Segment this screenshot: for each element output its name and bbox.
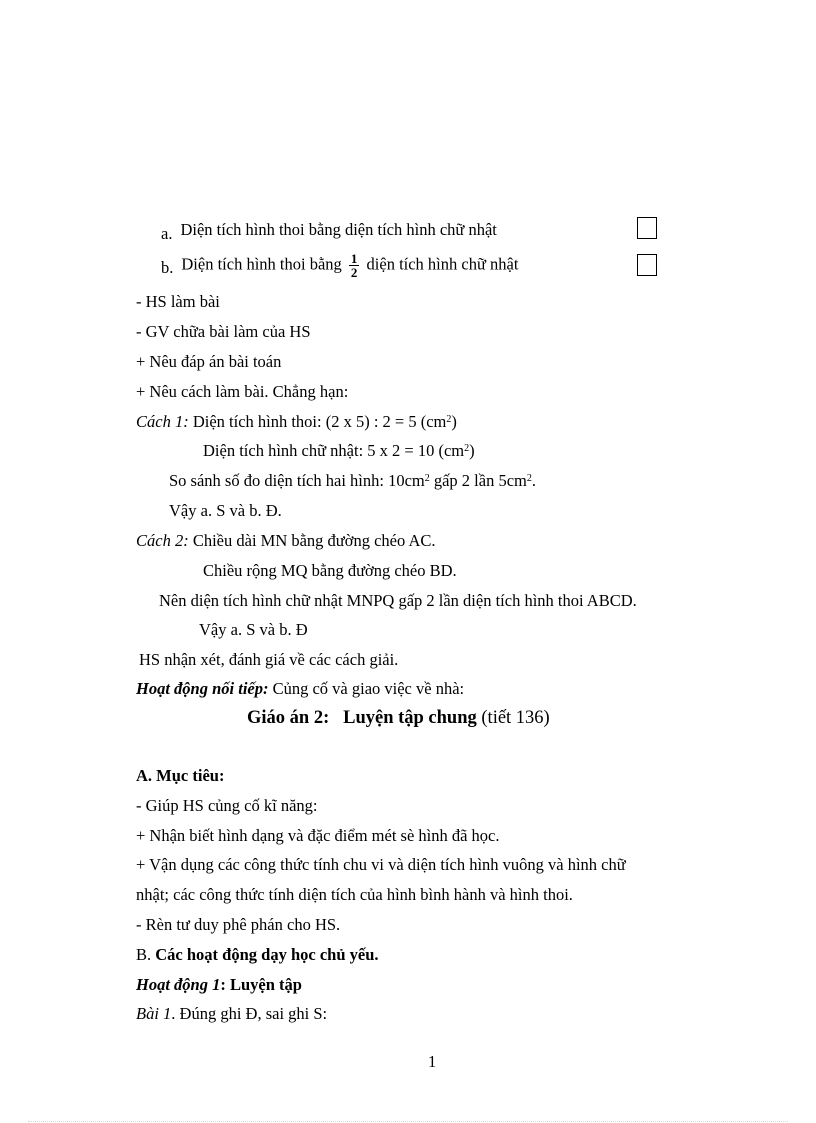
section-b-prefix: B. bbox=[136, 945, 152, 964]
lesson-title-period: (tiết 136) bbox=[476, 708, 550, 728]
fraction-numerator: 1 bbox=[350, 251, 358, 266]
cach2-line1 bbox=[136, 531, 436, 551]
section-b-heading bbox=[136, 945, 379, 965]
cach1-label: Cách 1: bbox=[136, 412, 189, 431]
cach2-line3: Nên diện tích hình chữ nhật MNPQ gấp 2 lần diện tích hình thoi ABCD. bbox=[159, 591, 637, 610]
review-line: HS nhận xét, đánh giá về các cách giải. bbox=[139, 650, 399, 669]
section-a-heading: A. Mục tiêu: bbox=[136, 766, 225, 785]
activity-1-label: Hoạt động 1 bbox=[136, 975, 221, 994]
cach1-conclusion: Vậy a. S và b. Đ. bbox=[169, 501, 282, 520]
cach2-conclusion: Vậy a. S và b. Đ bbox=[199, 620, 308, 639]
next-activity-text: Củng cố và giao việc về nhà: bbox=[272, 679, 465, 698]
cach1-rhombus-area: Diện tích hình thoi: (2 x 5) : 2 = 5 (cm bbox=[192, 412, 447, 431]
step-2: - GV chữa bài làm của HS bbox=[136, 322, 311, 341]
page-number: 1 bbox=[428, 1052, 437, 1071]
superscript-2: 2 bbox=[424, 473, 430, 484]
compare-text-a: So sánh số đo diện tích hai hình: 10cm bbox=[169, 471, 425, 490]
objective-line-3: + Vận dụng các công thức tính chu vi và diện tích hình vuông và hình chữ bbox=[136, 855, 626, 874]
option-a-marker: a. bbox=[161, 224, 173, 243]
activity-1-title: : Luyện tập bbox=[220, 975, 302, 994]
step-4: + Nêu cách làm bài. Chẳng hạn: bbox=[136, 382, 349, 401]
cach1-rectangle-area: Diện tích hình chữ nhật: 5 x 2 = 10 (cm bbox=[203, 441, 465, 460]
lesson-title bbox=[247, 708, 550, 728]
lesson-title-main: Giáo án 2: Luyện tập chung bbox=[247, 708, 477, 728]
option-b-text: Diện tích hình thoi bằng bbox=[181, 254, 342, 274]
superscript-2: 2 bbox=[446, 414, 452, 425]
option-a-text: Diện tích hình thoi bằng diện tích hình chữ nhật bbox=[180, 220, 497, 239]
cach2-text-1: Chiều dài MN bằng đường chéo AC. bbox=[192, 531, 436, 550]
superscript-2: 2 bbox=[464, 443, 470, 454]
option-b-text-end: diện tích hình chữ nhật bbox=[366, 254, 519, 274]
exercise-1-line bbox=[136, 1004, 327, 1024]
step-3: + Nêu đáp án bài toán bbox=[136, 352, 282, 371]
compare-text-b: gấp 2 lần 5cm bbox=[429, 471, 527, 490]
answer-box-b[interactable] bbox=[637, 254, 657, 276]
option-b bbox=[161, 252, 518, 279]
exercise-1-text: . Đúng ghi Đ, sai ghi S: bbox=[171, 1004, 328, 1023]
objective-line-2: + Nhận biết hình dạng và đặc điểm mét sè hình đã học. bbox=[136, 826, 500, 845]
activity-1-heading bbox=[136, 975, 302, 995]
cach1-line1 bbox=[136, 412, 457, 432]
option-a bbox=[161, 220, 497, 243]
objective-line-1: - Giúp HS củng cố kĩ năng: bbox=[136, 796, 318, 815]
objective-line-5: - Rèn tư duy phê phán cho HS. bbox=[136, 915, 341, 934]
cach1-line2 bbox=[203, 441, 475, 461]
option-b-marker: b. bbox=[161, 258, 174, 278]
cach2-line2: Chiều rộng MQ bằng đường chéo BD. bbox=[203, 561, 457, 580]
cach1-compare bbox=[169, 471, 536, 491]
step-1: - HS làm bài bbox=[136, 292, 220, 311]
exercise-1-label: Bài 1 bbox=[136, 1004, 172, 1023]
cach2-label: Cách 2: bbox=[136, 531, 189, 550]
section-b-title: Các hoạt động dạy học chủ yếu. bbox=[151, 945, 379, 964]
paren-close: ) bbox=[469, 441, 475, 460]
next-activity-line bbox=[136, 679, 464, 699]
paren-close: ) bbox=[451, 412, 457, 431]
fraction-one-half bbox=[349, 252, 360, 279]
answer-box-a[interactable] bbox=[637, 217, 657, 239]
fraction-denominator: 2 bbox=[350, 265, 358, 280]
objective-line-4: nhật; các công thức tính diện tích của hình bình hành và hình thoi. bbox=[136, 885, 573, 904]
compare-period: . bbox=[531, 471, 536, 490]
next-activity-label: Hoạt động nối tiếp: bbox=[136, 679, 269, 698]
page-bottom-rule bbox=[28, 1121, 788, 1122]
superscript-2: 2 bbox=[526, 473, 532, 484]
